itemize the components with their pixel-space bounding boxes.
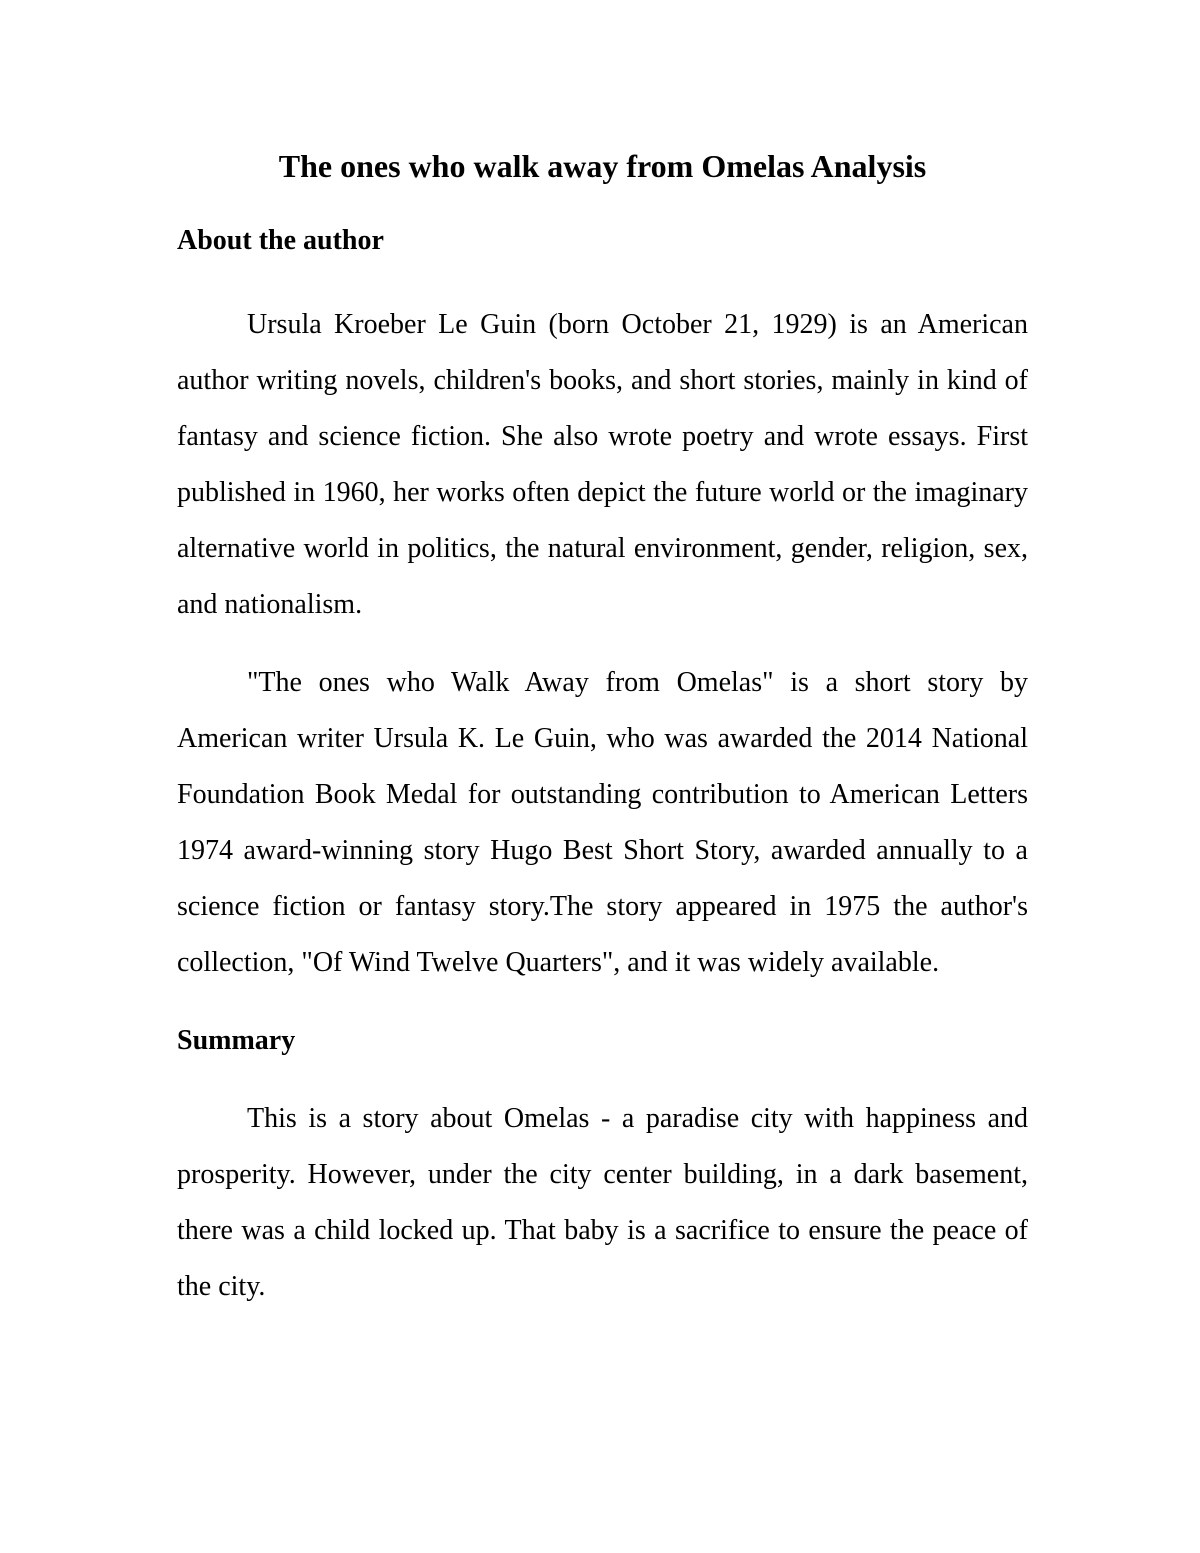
paragraph-story-background: "The ones who Walk Away from Omelas" is a short story by American writer Ursula K. Le Guin, who was awarded the 2014 National Foundation Book Medal for outstanding contribution to American Letters 1974 award-winning story Hugo Best Short Story, awarded annually to a science fiction or fantasy story.The story appeared in 1975 the author's collection, "Of Wind Twelve Quarters", and it was widely available. — [177, 667, 1028, 978]
document-body — [177, 140, 1028, 1315]
document-title: The ones who walk away from Omelas Analysis — [278, 148, 927, 184]
paragraph-summary: This is a story about Omelas - a paradise city with happiness and prosperity. However, under the city center building, in a dark basement, there was a child locked up. That baby is a sacrifice to ensure the peace of the city. — [177, 1103, 1028, 1302]
section-heading-summary: Summary — [177, 1025, 296, 1056]
section-heading-about-author: About the author — [177, 225, 384, 256]
paragraph-author-bio: Ursula Kroeber Le Guin (born October 21, 1929) is an American author writing novels, children's books, and short stories, mainly in kind of fantasy and science fiction. She also wrote poetry and wrote essays. First published in 1960, her works often depict the future world or the imaginary alternative world in politics, the natural environment, gender, religion, sex, and nationalism. — [177, 309, 1028, 620]
